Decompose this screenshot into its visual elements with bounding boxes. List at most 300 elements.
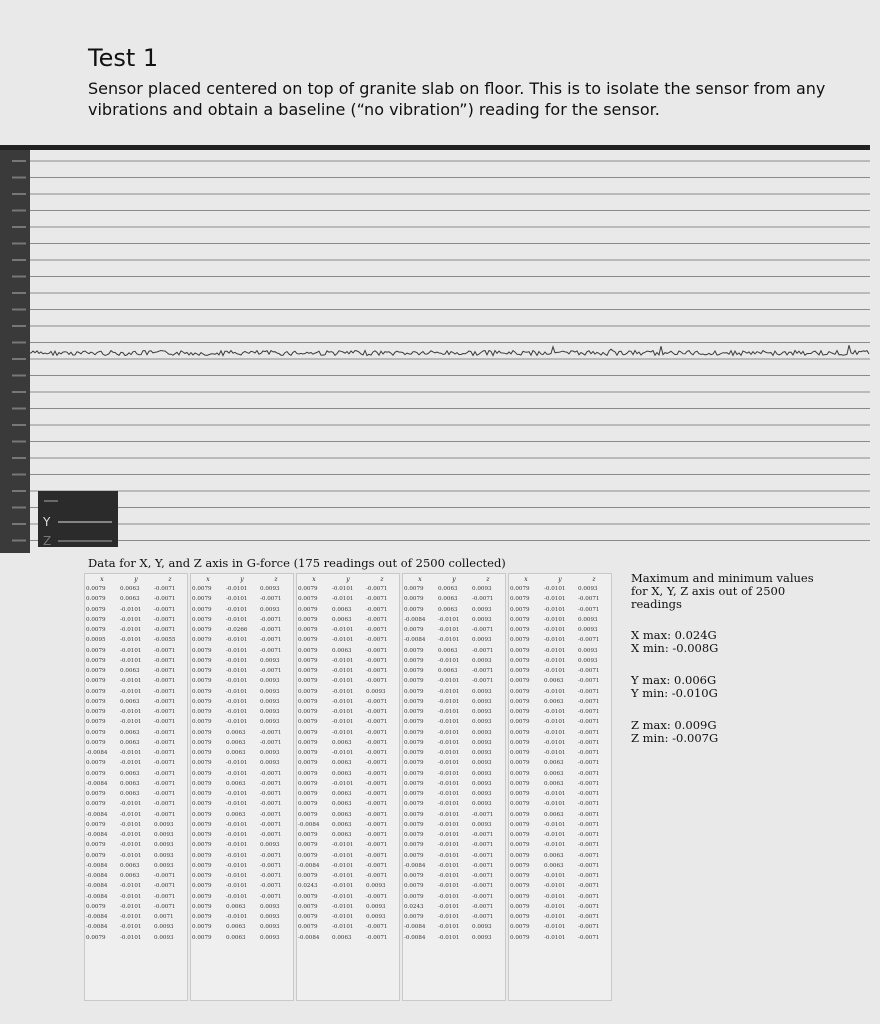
table-row [85, 656, 187, 666]
table-cell: -0.0101 [226, 842, 248, 849]
table-cell: -0.0101 [438, 688, 460, 695]
table-row [85, 687, 187, 697]
x-min: X min: -0.008G [631, 641, 719, 655]
table-cell: -0.0071 [154, 873, 176, 880]
table-row [191, 635, 293, 645]
table-cell: -0.0101 [120, 811, 142, 818]
table-row [403, 697, 505, 707]
table-cell: 0.0079 [510, 934, 530, 941]
y-tick-label [12, 507, 26, 509]
table-cell: -0.0101 [332, 719, 354, 726]
table-cell: 0.0079 [192, 821, 212, 828]
table-cell: 0.0079 [298, 924, 318, 931]
table-cell: -0.0071 [154, 678, 176, 685]
table-cell: -0.0071 [260, 616, 282, 623]
table-cell: -0.0101 [120, 688, 142, 695]
table-row [403, 666, 505, 676]
table-cell: -0.0101 [226, 821, 248, 828]
column-header: z [274, 575, 278, 583]
table-row [85, 922, 187, 932]
table-cell: 0.0079 [298, 596, 318, 603]
data-table-block [402, 573, 506, 1001]
table-cell: 0.0079 [192, 698, 212, 705]
table-cell: 0.0079 [510, 811, 530, 818]
table-row [403, 635, 505, 645]
table-cell: 0.0093 [472, 616, 492, 623]
table-row [297, 697, 399, 707]
table-row [403, 594, 505, 604]
table-cell: 0.0063 [332, 811, 352, 818]
table-row [509, 615, 611, 625]
column-header: z [592, 575, 596, 583]
table-cell: 0.0079 [86, 791, 106, 798]
table-cell: 0.0063 [226, 924, 246, 931]
table-cell: -0.0101 [226, 862, 248, 869]
table-cell: -0.0055 [154, 637, 176, 644]
summary-panel [631, 572, 831, 764]
table-cell: 0.0093 [472, 780, 492, 787]
table-row [85, 615, 187, 625]
table-cell: 0.0079 [510, 586, 530, 593]
table-cell: -0.0071 [154, 668, 176, 675]
table-row [85, 789, 187, 799]
table-cell: 0.0079 [192, 627, 212, 634]
table-row [191, 820, 293, 830]
table-cell: -0.0071 [366, 647, 388, 654]
table-row [509, 635, 611, 645]
table-row [191, 871, 293, 881]
table-cell: -0.0101 [120, 832, 142, 839]
table-row [297, 769, 399, 779]
table-cell: -0.0071 [366, 801, 388, 808]
table-cell: -0.0084 [404, 934, 426, 941]
table-cell: 0.0079 [298, 801, 318, 808]
table-cell: 0.0079 [192, 647, 212, 654]
table-cell: 0.0079 [298, 668, 318, 675]
table-cell: 0.0093 [472, 657, 492, 664]
table-row [191, 748, 293, 758]
table-cell: 0.0079 [192, 668, 212, 675]
table-row [191, 615, 293, 625]
table-cell: -0.0071 [472, 903, 494, 910]
table-cell: 0.0079 [86, 668, 106, 675]
table-cell: -0.0071 [260, 780, 282, 787]
table-cell: -0.0101 [332, 698, 354, 705]
data-table-block [296, 573, 400, 1001]
table-cell: -0.0071 [578, 637, 600, 644]
table-cell: -0.0101 [120, 893, 142, 900]
table-row [297, 861, 399, 871]
table-cell: -0.0101 [438, 842, 460, 849]
table-cell: -0.0071 [578, 698, 600, 705]
table-cell: 0.0063 [544, 770, 564, 777]
table-cell: 0.0093 [260, 698, 280, 705]
table-cell: -0.0101 [226, 914, 248, 921]
table-cell: 0.0063 [544, 811, 564, 818]
table-cell: 0.0079 [510, 873, 530, 880]
table-cell: -0.0071 [366, 709, 388, 716]
table-row [297, 892, 399, 902]
table-cell: 0.0079 [86, 709, 106, 716]
table-cell: 0.0079 [510, 832, 530, 839]
table-row [509, 646, 611, 656]
table-cell: -0.0071 [154, 903, 176, 910]
y-tick-label [12, 259, 26, 261]
table-cell: -0.0101 [544, 801, 566, 808]
table-cell: -0.0101 [544, 657, 566, 664]
table-row [85, 851, 187, 861]
table-cell: 0.0079 [404, 893, 424, 900]
table-cell: 0.0079 [192, 657, 212, 664]
table-cell: -0.0084 [86, 924, 108, 931]
table-cell: -0.0101 [332, 780, 354, 787]
table-row [191, 810, 293, 820]
table-cell: 0.0079 [298, 791, 318, 798]
table-row [403, 840, 505, 850]
table-cell: -0.0071 [154, 616, 176, 623]
table-row [509, 871, 611, 881]
y-tick-label [12, 177, 26, 179]
table-cell: -0.0071 [578, 709, 600, 716]
table-cell: -0.0101 [438, 678, 460, 685]
table-row [191, 707, 293, 717]
table-cell: -0.0071 [472, 627, 494, 634]
table-cell: 0.0093 [472, 770, 492, 777]
table-cell: 0.0079 [192, 791, 212, 798]
table-row [85, 933, 187, 943]
table-row [403, 625, 505, 635]
table-cell: -0.0101 [120, 914, 142, 921]
table-cell: -0.0084 [86, 780, 108, 787]
table-cell: -0.0101 [226, 586, 248, 593]
table-cell: 0.0079 [404, 719, 424, 726]
table-cell: 0.0079 [86, 606, 106, 613]
table-cell: 0.0093 [154, 821, 174, 828]
table-row [85, 625, 187, 635]
table-row [85, 799, 187, 809]
table-row [509, 594, 611, 604]
table-row [297, 758, 399, 768]
summary-x [631, 629, 831, 655]
table-cell: -0.0084 [404, 924, 426, 931]
table-cell: -0.0071 [578, 770, 600, 777]
table-cell: -0.0101 [438, 750, 460, 757]
table-cell: -0.0071 [366, 678, 388, 685]
table-cell: -0.0101 [438, 862, 460, 869]
table-cell: -0.0071 [260, 873, 282, 880]
table-cell: 0.0093 [578, 616, 598, 623]
table-row [85, 717, 187, 727]
table-cell: -0.0101 [226, 657, 248, 664]
table-cell: -0.0101 [438, 811, 460, 818]
table-row [403, 830, 505, 840]
table-row [85, 584, 187, 594]
table-cell: -0.0071 [260, 637, 282, 644]
table-cell: 0.0079 [298, 914, 318, 921]
table-cell: -0.0101 [332, 924, 354, 931]
table-row [191, 933, 293, 943]
table-cell: -0.0101 [120, 852, 142, 859]
page-title: Test 1 [88, 44, 159, 72]
table-cell: 0.0063 [120, 729, 140, 736]
table-row [403, 646, 505, 656]
table-cell: 0.0063 [332, 934, 352, 941]
table-row [191, 779, 293, 789]
table-cell: -0.0084 [86, 914, 108, 921]
table-row [85, 707, 187, 717]
table-cell: 0.0093 [472, 729, 492, 736]
table-cell: -0.0071 [366, 852, 388, 859]
table-cell: -0.0101 [120, 678, 142, 685]
table-cell: 0.0063 [120, 791, 140, 798]
table-row [403, 717, 505, 727]
table-cell: -0.0101 [120, 719, 142, 726]
table-cell: 0.0093 [472, 934, 492, 941]
table-row [403, 902, 505, 912]
table-row [191, 881, 293, 891]
column-header: y [240, 575, 244, 583]
table-cell: -0.0084 [298, 934, 320, 941]
table-cell: -0.0101 [332, 750, 354, 757]
table-row [297, 933, 399, 943]
table-row [509, 738, 611, 748]
table-cell: 0.0063 [226, 739, 246, 746]
table-cell: -0.0101 [544, 821, 566, 828]
table-cell: -0.0071 [578, 719, 600, 726]
table-row [403, 820, 505, 830]
data-table [297, 574, 399, 943]
table-row [85, 840, 187, 850]
table-cell: -0.0084 [298, 821, 320, 828]
table-cell: 0.0063 [332, 791, 352, 798]
table-cell: -0.0101 [226, 883, 248, 890]
table-cell: 0.0093 [260, 842, 280, 849]
table-cell: -0.0101 [544, 750, 566, 757]
data-table-block [84, 573, 188, 1001]
table-cell: -0.0071 [472, 596, 494, 603]
table-cell: -0.0101 [332, 842, 354, 849]
table-cell: 0.0079 [510, 914, 530, 921]
table-row [85, 646, 187, 656]
table-cell: 0.0093 [154, 924, 174, 931]
table-cell: 0.0093 [260, 760, 280, 767]
table-cell: 0.0093 [472, 637, 492, 644]
table-cell: -0.0101 [544, 924, 566, 931]
table-cell: -0.0071 [472, 832, 494, 839]
table-cell: -0.0071 [260, 883, 282, 890]
table-row [509, 789, 611, 799]
table-row [85, 861, 187, 871]
table-cell: 0.0063 [332, 801, 352, 808]
table-cell: 0.0079 [298, 893, 318, 900]
table-row [509, 912, 611, 922]
table-cell: 0.0079 [510, 678, 530, 685]
table-cell: 0.0079 [298, 729, 318, 736]
y-tick-label [12, 424, 26, 426]
table-cell: 0.0093 [260, 678, 280, 685]
table-cell: 0.0079 [192, 842, 212, 849]
table-cell: -0.0071 [366, 924, 388, 931]
table-cell: 0.0079 [510, 709, 530, 716]
table-row [403, 676, 505, 686]
table-cell: -0.0071 [472, 647, 494, 654]
table-cell: -0.0101 [120, 606, 142, 613]
table-cell: 0.0093 [472, 750, 492, 757]
table-row [85, 697, 187, 707]
table-row [403, 912, 505, 922]
table-cell: 0.0079 [404, 750, 424, 757]
table-cell: -0.0084 [404, 862, 426, 869]
table-cell: 0.0079 [404, 668, 424, 675]
y-tick-label [12, 540, 26, 542]
table-row [509, 676, 611, 686]
data-table [85, 574, 187, 943]
y-tick-label [12, 210, 26, 212]
table-cell: -0.0101 [438, 791, 460, 798]
table-cell: -0.0071 [260, 862, 282, 869]
table-cell: -0.0071 [366, 719, 388, 726]
table-row [191, 594, 293, 604]
y-tick-label [12, 276, 26, 278]
table-cell: 0.0079 [404, 821, 424, 828]
table-cell: 0.0079 [192, 893, 212, 900]
table-cell: 0.0079 [298, 739, 318, 746]
table-cell: 0.0079 [298, 770, 318, 777]
table-cell: -0.0101 [544, 709, 566, 716]
data-table [509, 574, 611, 943]
table-cell: 0.0093 [578, 627, 598, 634]
table-row [509, 922, 611, 932]
table-cell: 0.0079 [510, 750, 530, 757]
table-cell: -0.0071 [472, 893, 494, 900]
table-cell: 0.0093 [472, 606, 492, 613]
table-cell: -0.0071 [154, 719, 176, 726]
table-row [85, 912, 187, 922]
table-cell: 0.0079 [86, 739, 106, 746]
table-row [297, 871, 399, 881]
table-cell: -0.0101 [120, 709, 142, 716]
table-cell: 0.0079 [510, 862, 530, 869]
table-cell: -0.0101 [226, 647, 248, 654]
table-cell: -0.0071 [366, 862, 388, 869]
table-cell: -0.0266 [226, 627, 248, 634]
table-cell: -0.0101 [226, 873, 248, 880]
table-cell: 0.0079 [298, 780, 318, 787]
table-row [403, 728, 505, 738]
table-cell: 0.0063 [226, 750, 246, 757]
table-cell: -0.0101 [226, 709, 248, 716]
table-cell: -0.0101 [120, 903, 142, 910]
table-cell: -0.0071 [578, 791, 600, 798]
table-row [403, 769, 505, 779]
table-row [509, 697, 611, 707]
table-cell: 0.0079 [86, 934, 106, 941]
table-cell: -0.0101 [226, 698, 248, 705]
table-cell: -0.0101 [544, 668, 566, 675]
table-cell: 0.0079 [192, 780, 212, 787]
table-row [509, 799, 611, 809]
table-cell: -0.0071 [366, 821, 388, 828]
table-cell: 0.0079 [298, 657, 318, 664]
table-cell: 0.0243 [298, 883, 318, 890]
table-cell: -0.0084 [86, 811, 108, 818]
table-cell: 0.0063 [226, 903, 246, 910]
table-cell: -0.0084 [86, 873, 108, 880]
table-cell: -0.0071 [260, 852, 282, 859]
table-cell: 0.0093 [472, 760, 492, 767]
table-cell: -0.0101 [544, 873, 566, 880]
table-cell: 0.0095 [86, 637, 106, 644]
table-cell: -0.0101 [544, 596, 566, 603]
table-cell: 0.0079 [86, 586, 106, 593]
table-row [191, 892, 293, 902]
table-cell: -0.0101 [120, 647, 142, 654]
table-row [191, 738, 293, 748]
table-cell: 0.0079 [298, 842, 318, 849]
table-cell: 0.0079 [86, 852, 106, 859]
table-cell: -0.0101 [332, 709, 354, 716]
table-cell: -0.0101 [332, 627, 354, 634]
table-row [297, 605, 399, 615]
table-row [403, 738, 505, 748]
table-row [85, 779, 187, 789]
table-cell: 0.0079 [298, 832, 318, 839]
table-cell: -0.0084 [404, 616, 426, 623]
table-cell: -0.0071 [154, 688, 176, 695]
table-cell: 0.0093 [472, 801, 492, 808]
table-cell: -0.0101 [332, 903, 354, 910]
table-cell: -0.0071 [260, 811, 282, 818]
table-row [191, 789, 293, 799]
y-tick-label [12, 226, 26, 228]
table-cell: 0.0079 [510, 668, 530, 675]
table-cell: 0.0079 [404, 832, 424, 839]
table-cell: -0.0101 [332, 657, 354, 664]
table-cell: -0.0071 [260, 668, 282, 675]
table-cell: -0.0071 [366, 893, 388, 900]
table-cell: 0.0079 [86, 903, 106, 910]
table-cell: 0.0079 [510, 596, 530, 603]
table-cell: 0.0079 [86, 657, 106, 664]
table-cell: -0.0071 [154, 770, 176, 777]
y-tick-label [12, 309, 26, 311]
table-cell: 0.0079 [192, 616, 212, 623]
table-row [509, 933, 611, 943]
table-cell: -0.0101 [120, 801, 142, 808]
table-cell: -0.0101 [438, 801, 460, 808]
table-row [297, 748, 399, 758]
table-cell: 0.0079 [192, 750, 212, 757]
table-row [85, 635, 187, 645]
table-cell: 0.0079 [192, 862, 212, 869]
table-cell: 0.0079 [192, 770, 212, 777]
table-cell: -0.0101 [226, 637, 248, 644]
table-cell: -0.0071 [260, 739, 282, 746]
table-cell: 0.0093 [472, 924, 492, 931]
table-cell: 0.0079 [86, 647, 106, 654]
table-row [509, 728, 611, 738]
column-header: z [168, 575, 172, 583]
table-cell: -0.0071 [154, 893, 176, 900]
table-cell: -0.0071 [472, 668, 494, 675]
table-cell: -0.0071 [154, 811, 176, 818]
table-cell: -0.0071 [578, 893, 600, 900]
table-row [85, 738, 187, 748]
table-cell: -0.0101 [544, 647, 566, 654]
y-tick-label [12, 408, 26, 410]
table-cell: -0.0071 [366, 637, 388, 644]
table-cell: -0.0071 [578, 852, 600, 859]
